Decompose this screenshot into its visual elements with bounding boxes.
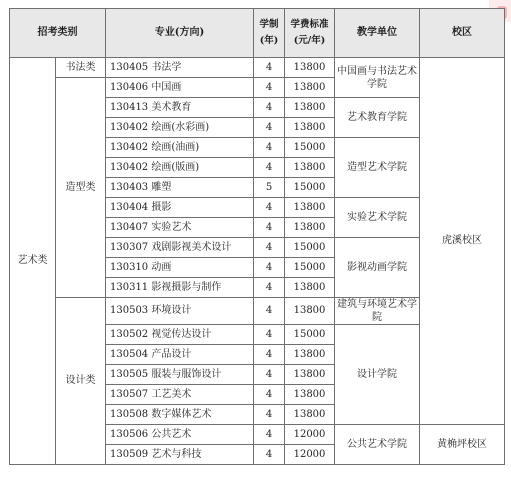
unit-architecture: 建筑与环境艺术学院 [335, 298, 420, 325]
fee-cell: 13800 [285, 118, 335, 138]
years-cell: 4 [254, 58, 285, 78]
fee-cell: 13800 [285, 198, 335, 218]
unit-plastic-arts: 造型艺术学院 [335, 138, 420, 198]
major-cell: 130310 动画 [106, 258, 254, 278]
major-cell: 130506 公共艺术 [106, 425, 254, 445]
group-design: 设计类 [56, 298, 106, 465]
major-cell: 130407 实验艺术 [106, 218, 254, 238]
major-cell: 130402 绘画(水彩画) [106, 118, 254, 138]
fee-cell: 15000 [285, 178, 335, 198]
years-cell: 4 [254, 98, 285, 118]
fee-cell: 13800 [285, 405, 335, 425]
unit-design: 设计学院 [335, 325, 420, 425]
fee-cell: 13800 [285, 218, 335, 238]
years-cell: 4 [254, 278, 285, 298]
major-cell: 130403 雕塑 [106, 178, 254, 198]
major-cell: 130507 工艺美术 [106, 385, 254, 405]
unit-public-art: 公共艺术学院 [335, 425, 420, 465]
fee-cell: 13800 [285, 278, 335, 298]
major-cell: 130509 艺术与科技 [106, 445, 254, 465]
fee-cell: 13800 [285, 345, 335, 365]
major-cell: 130503 环境设计 [106, 298, 254, 325]
major-cell: 130502 视觉传达设计 [106, 325, 254, 345]
header-major: 专业(方向) [106, 9, 254, 58]
fee-cell: 13800 [285, 385, 335, 405]
fee-cell: 12000 [285, 445, 335, 465]
major-cell: 130402 绘画(版画) [106, 158, 254, 178]
years-cell: 4 [254, 218, 285, 238]
years-cell: 4 [254, 138, 285, 158]
fee-cell: 13800 [285, 158, 335, 178]
major-cell: 130508 数字媒体艺术 [106, 405, 254, 425]
years-cell: 4 [254, 405, 285, 425]
unit-chinese-painting: 中国画与书法艺术学院 [335, 58, 420, 98]
group-calligraphy: 书法类 [56, 58, 106, 78]
fee-cell: 13800 [285, 98, 335, 118]
header-category: 招考类别 [10, 9, 106, 58]
major-cell: 130405 书法学 [106, 58, 254, 78]
years-cell: 5 [254, 178, 285, 198]
years-cell: 4 [254, 365, 285, 385]
table-header-row [10, 9, 505, 58]
major-cell: 130505 服装与服饰设计 [106, 365, 254, 385]
fee-cell: 15000 [285, 138, 335, 158]
fee-cell: 15000 [285, 258, 335, 278]
fee-cell: 13800 [285, 298, 335, 325]
fee-cell: 13800 [285, 58, 335, 78]
fee-cell: 13800 [285, 365, 335, 385]
unit-film-animation: 影视动画学院 [335, 238, 420, 298]
fee-cell: 15000 [285, 325, 335, 345]
header-campus: 校区 [420, 9, 505, 58]
group-plastic: 造型类 [56, 78, 106, 298]
years-cell: 4 [254, 258, 285, 278]
group-main: 艺术类 [10, 58, 56, 465]
enrollment-table-document [9, 8, 504, 465]
years-cell: 4 [254, 425, 285, 445]
header-fee: 学费标准(元/年) [285, 9, 335, 58]
years-cell: 4 [254, 78, 285, 98]
years-cell: 4 [254, 158, 285, 178]
fee-cell: 13800 [285, 78, 335, 98]
header-unit: 教学单位 [335, 9, 420, 58]
major-cell: 130413 美术教育 [106, 98, 254, 118]
table-row [10, 58, 505, 78]
header-years: 学制(年) [254, 9, 285, 58]
major-cell: 130307 戏剧影视美术设计 [106, 238, 254, 258]
campus-huxi: 虎溪校区 [420, 58, 505, 425]
major-cell: 130504 产品设计 [106, 345, 254, 365]
unit-experimental: 实验艺术学院 [335, 198, 420, 238]
years-cell: 4 [254, 325, 285, 345]
years-cell: 4 [254, 345, 285, 365]
fee-cell: 15000 [285, 238, 335, 258]
campus-huangjueping: 黄桷坪校区 [420, 425, 505, 465]
years-cell: 4 [254, 238, 285, 258]
fee-cell: 12000 [285, 425, 335, 445]
major-cell: 130311 影视摄影与制作 [106, 278, 254, 298]
major-cell: 130404 摄影 [106, 198, 254, 218]
years-cell: 4 [254, 298, 285, 325]
major-cell: 130402 绘画(油画) [106, 138, 254, 158]
years-cell: 4 [254, 198, 285, 218]
years-cell: 4 [254, 445, 285, 465]
enrollment-table [9, 8, 505, 465]
years-cell: 4 [254, 385, 285, 405]
unit-art-education: 艺术教育学院 [335, 98, 420, 138]
years-cell: 4 [254, 118, 285, 138]
major-cell: 130406 中国画 [106, 78, 254, 98]
